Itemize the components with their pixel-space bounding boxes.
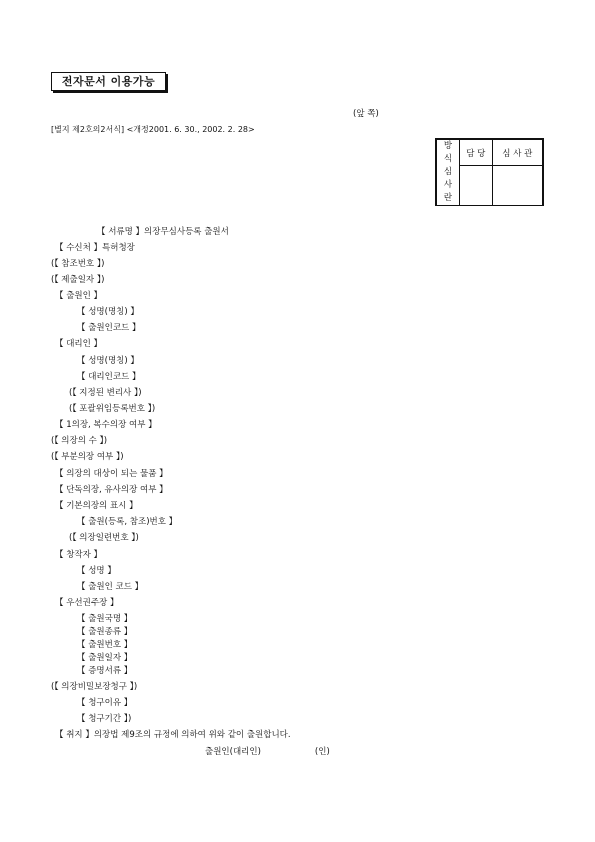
reference-number-line: (【 참조번호 】)	[51, 259, 105, 269]
applicant-line: 【 출원인 】	[55, 291, 103, 301]
review-cell-officer	[460, 166, 493, 206]
number-of-designs-line: (【 의장의 수 】)	[51, 436, 108, 446]
proof-document-line: 【 증명서류 】	[77, 666, 133, 676]
applicant-name-line: 【 성명(명칭) 】	[77, 307, 139, 317]
confidentiality-request-line: (【 의장비밀보장청구 】)	[51, 682, 138, 692]
electronic-document-stamp: 전자문서 이용가능	[51, 72, 166, 91]
priority-number-line: 【 출원번호 】	[77, 640, 133, 650]
basic-design-indication-line: 【 기본의장의 표시 】	[55, 501, 138, 511]
form-identifier: [별지 제2호의2서식] <개정2001. 6. 30., 2002. 2. 28>	[51, 125, 255, 134]
independent-similar-design-line: 【 단독의장, 유사의장 여부 】	[55, 485, 168, 495]
design-article-line: 【 의장의 대상이 되는 물품 】	[55, 469, 168, 479]
creator-line: 【 창작자 】	[55, 550, 103, 560]
purpose-statement-line: 【 취지 】의장법 제9조의 규정에 의하여 위와 같이 출원합니다.	[55, 730, 291, 740]
signature-line: 출원인(대리인) (인)	[205, 747, 330, 757]
priority-country-line: 【 출원국명 】	[77, 614, 133, 624]
review-label-char: 란	[443, 193, 453, 203]
priority-type-line: 【 출원종류 】	[77, 627, 133, 637]
request-period-line: 【 청구기간 】)	[77, 714, 132, 724]
review-label-char: 심	[443, 167, 453, 177]
review-label-char: 방	[443, 141, 453, 151]
general-power-number-line: (【 포괄위임등록번호 】)	[69, 404, 156, 414]
recipient-line: 【 수신처 】특허청장	[55, 243, 135, 253]
review-box-label	[437, 140, 460, 206]
review-box	[435, 138, 544, 206]
page-side-label: (앞 쪽)	[353, 109, 379, 119]
review-label-char: 식	[443, 154, 453, 164]
partial-design-line: (【 부분의장 여부 】)	[51, 452, 124, 462]
submission-date-line: (【 제출일자 】)	[51, 275, 105, 285]
single-multiple-design-line: 【 1의장, 복수의장 여부 】	[55, 420, 157, 430]
creator-applicant-code-line: 【 출원인 코드 】	[77, 582, 144, 592]
agent-code-line: 【 대리인코드 】	[77, 372, 141, 382]
creator-name-line: 【 성명 】	[77, 566, 116, 576]
design-serial-number-line: (【 의장일련번호 】)	[69, 533, 139, 543]
review-col-officer: 담 당	[460, 140, 493, 166]
agent-name-line: 【 성명(명칭) 】	[77, 356, 139, 366]
application-number-line: 【 출원(등록, 참조)번호 】	[77, 517, 178, 527]
review-label-char: 사	[443, 180, 453, 190]
applicant-code-line: 【 출원인코드 】	[77, 323, 141, 333]
review-cell-examiner	[492, 166, 542, 206]
review-col-examiner: 심 사 관	[492, 140, 542, 166]
priority-date-line: 【 출원일자 】	[77, 653, 133, 663]
request-reason-line: 【 청구이유 】	[77, 698, 133, 708]
agent-line: 【 대리인 】	[55, 339, 103, 349]
priority-claim-line: 【 우선권주장 】	[55, 598, 119, 608]
designated-attorney-line: (【 지정된 변리사 】)	[69, 388, 142, 398]
document-name-line: 【 서류명 】의장무심사등록 출원서	[97, 227, 229, 237]
